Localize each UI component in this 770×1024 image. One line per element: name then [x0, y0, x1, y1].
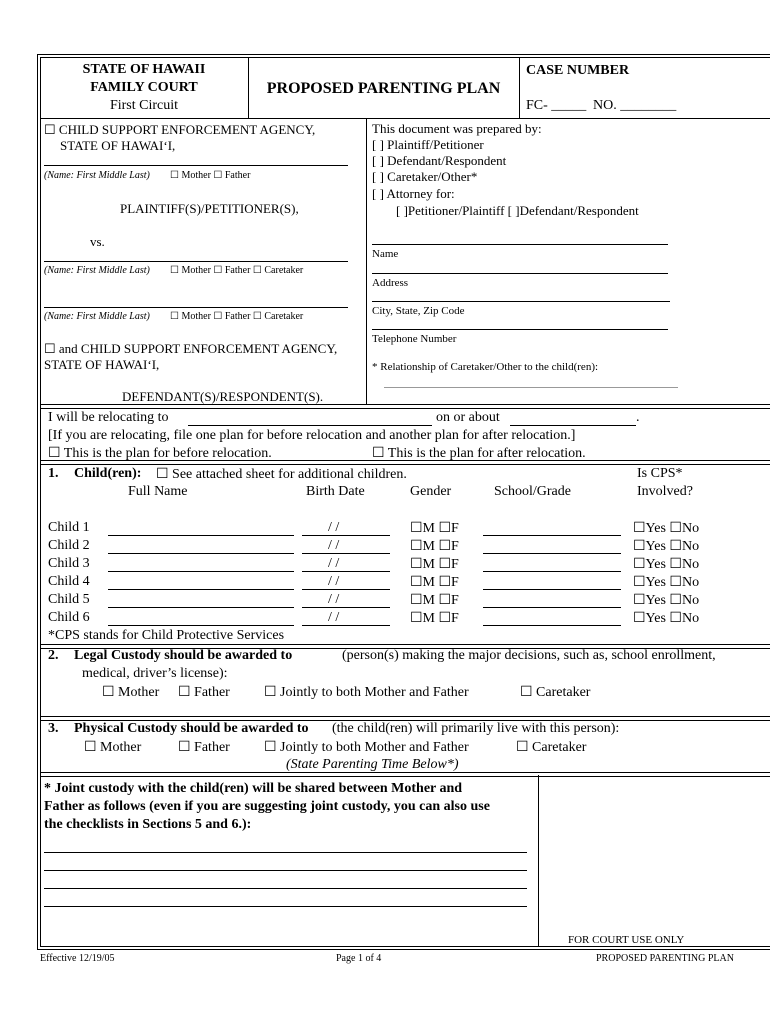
joint-answer-line-1[interactable] [44, 852, 527, 853]
relocation-top-rule [40, 404, 770, 409]
joint-answer-line-2[interactable] [44, 870, 527, 871]
court-line-1: STATE OF HAWAII [82, 62, 206, 77]
cps-footnote: *CPS stands for Child Protective Services [48, 628, 285, 643]
col-school-grade: School/Grade [494, 484, 571, 499]
footer-page-number: Page 1 of 4 [336, 953, 382, 964]
after-relocation-option[interactable]: ☐ This is the plan for after relocation. [372, 446, 586, 461]
case-number-label: CASE NUMBER [526, 63, 630, 78]
section-2-title: Legal Custody should be awarded to [74, 648, 293, 663]
plaintiff-name-line[interactable] [44, 165, 348, 166]
section-1-number: 1. [48, 466, 59, 481]
joint-custody-line-1: * Joint custody with the child(ren) will be shared between Mother and [44, 781, 463, 796]
child-birth-slashes: / / [328, 574, 340, 589]
case-number-no[interactable]: NO. ________ [593, 98, 677, 113]
preparer-phone-line[interactable] [372, 329, 668, 330]
court-use-divider [538, 775, 539, 947]
child-birth-date-field[interactable] [302, 589, 390, 590]
section-3-description: (the child(ren) will primarily live with this person): [332, 721, 620, 736]
parties-divider [366, 118, 367, 405]
child-gender-options[interactable]: ☐M ☐F [410, 593, 459, 608]
section-3-title: Physical Custody should be awarded to [74, 721, 309, 736]
child-birth-slashes: / / [328, 556, 340, 571]
child-birth-slashes: / / [328, 538, 340, 553]
child-cps-options[interactable]: ☐Yes ☐No [633, 593, 700, 608]
child-cps-options[interactable]: ☐Yes ☐No [633, 575, 700, 590]
preparer-name-line[interactable] [372, 244, 668, 245]
child-label: Child 3 [48, 556, 90, 571]
court-line-3: First Circuit [109, 98, 179, 113]
section-2-description: (person(s) making the major decisions, such as, school enrollment, [342, 648, 716, 663]
relocation-date-line[interactable] [510, 425, 636, 426]
defendant-label: DEFENDANT(S)/RESPONDENT(S). [122, 389, 324, 404]
footer-effective-date: Effective 12/19/05 [40, 953, 115, 964]
joint-section-top-rule [40, 772, 770, 777]
child-school-grade-field[interactable] [483, 589, 621, 590]
legal-custody-mother[interactable]: ☐ Mother [102, 685, 160, 700]
preparer-phone-label: Telephone Number [372, 333, 457, 345]
child-gender-options[interactable]: ☐M ☐F [410, 575, 459, 590]
name-hint-2: (Name: First Middle Last) [44, 265, 150, 276]
col-full-name: Full Name [128, 484, 188, 499]
child-birth-date-field[interactable] [302, 553, 390, 554]
joint-custody-line-2: Father as follows (even if you are suggesting joint custody, you can also use [44, 799, 490, 814]
child-birth-slashes: / / [328, 592, 340, 607]
document-title: PROPOSED PARENTING PLAN [266, 80, 501, 97]
before-relocation-option[interactable]: ☐ This is the plan for before relocation. [48, 446, 272, 461]
section-2-number: 2. [48, 648, 59, 663]
preparer-address-line[interactable] [372, 273, 668, 274]
joint-custody-line-3: the checklists in Sections 5 and 6.): [44, 817, 252, 832]
legal-custody-joint[interactable]: ☐ Jointly to both Mother and Father [264, 685, 469, 700]
preparer-city-line[interactable] [372, 301, 670, 302]
child-gender-options[interactable]: ☐M ☐F [410, 521, 459, 536]
name-hint-1: (Name: First Middle Last) [44, 170, 150, 181]
parenting-time-note: (State Parenting Time Below*) [286, 757, 459, 772]
prepared-by-caretaker[interactable]: [ ] Caretaker/Other* [372, 169, 478, 184]
child-name-field[interactable] [108, 535, 294, 536]
plaintiff-role-options[interactable]: ☐ Mother ☐ Father [170, 170, 251, 181]
versus-text: vs. [90, 234, 105, 249]
defendant-agency-state: STATE OF HAWAI‘I, [44, 357, 160, 372]
child-birth-date-field[interactable] [302, 535, 390, 536]
child-name-field[interactable] [108, 553, 294, 554]
additional-children-checkbox[interactable]: ☐ See attached sheet for additional children. [156, 467, 407, 482]
relocation-text-3: . [636, 410, 640, 425]
child-name-field[interactable] [108, 589, 294, 590]
child-label: Child 4 [48, 574, 90, 589]
footer-form-name: PROPOSED PARENTING PLAN [596, 953, 734, 964]
physical-custody-caretaker[interactable]: ☐ Caretaker [516, 740, 587, 755]
header-divider-right [519, 57, 520, 118]
legal-custody-caretaker[interactable]: ☐ Caretaker [520, 685, 591, 700]
preparer-address-label: Address [372, 277, 409, 289]
section-2-description-2: medical, driver’s license): [82, 666, 228, 681]
relocation-instruction: [If you are relocating, file one plan for before relocation and another plan for after relocation.] [48, 428, 576, 443]
case-number-fc[interactable]: FC- _____ [526, 98, 587, 113]
defendant-role-options-1[interactable]: ☐ Mother ☐ Father ☐ Caretaker [170, 265, 304, 276]
child-cps-options[interactable]: ☐Yes ☐No [633, 557, 700, 572]
plaintiff-label: PLAINTIFF(S)/PETITIONER(S), [120, 201, 299, 216]
name-hint-3: (Name: First Middle Last) [44, 311, 150, 322]
joint-answer-line-4[interactable] [44, 906, 527, 907]
child-birth-date-field[interactable] [302, 571, 390, 572]
child-school-grade-field[interactable] [483, 607, 621, 608]
prepared-by-plaintiff[interactable]: [ ] Plaintiff/Petitioner [372, 137, 484, 152]
defendant-name-line-2[interactable] [44, 307, 348, 308]
joint-answer-line-3[interactable] [44, 888, 527, 889]
court-use-label: FOR COURT USE ONLY [568, 934, 685, 946]
col-gender: Gender [410, 484, 452, 499]
child-label: Child 5 [48, 592, 90, 607]
plaintiff-agency-state: STATE OF HAWAI‘I, [60, 138, 176, 153]
header-bottom-rule [40, 118, 770, 119]
child-cps-options[interactable]: ☐Yes ☐No [633, 521, 700, 536]
child-cps-options[interactable]: ☐Yes ☐No [633, 611, 700, 626]
physical-custody-mother[interactable]: ☐ Mother [84, 740, 142, 755]
child-name-field[interactable] [108, 571, 294, 572]
relationship-line[interactable] [384, 387, 678, 388]
relocation-text-1: I will be relocating to [48, 410, 169, 425]
child-birth-slashes: / / [328, 610, 340, 625]
child-gender-options[interactable]: ☐M ☐F [410, 539, 459, 554]
defendant-role-options-2[interactable]: ☐ Mother ☐ Father ☐ Caretaker [170, 311, 304, 322]
child-gender-options[interactable]: ☐M ☐F [410, 557, 459, 572]
prepared-by-attorney[interactable]: [ ] Attorney for: [372, 186, 455, 201]
child-school-grade-field[interactable] [483, 625, 621, 626]
child-name-field[interactable] [108, 625, 294, 626]
court-line-2: FAMILY COURT [90, 80, 198, 95]
child-birth-date-field[interactable] [302, 625, 390, 626]
child-label: Child 2 [48, 538, 90, 553]
section-3-number: 3. [48, 721, 59, 736]
child-label: Child 6 [48, 610, 90, 625]
prepared-by-heading: This document was prepared by: [372, 121, 542, 136]
relationship-label: * Relationship of Caretaker/Other to the child(ren): [372, 361, 599, 373]
preparer-city-label: City, State, Zip Code [372, 305, 465, 317]
col-cps-involved: Involved? [637, 484, 693, 499]
relocation-destination-line[interactable] [188, 425, 432, 426]
defendant-name-line-1[interactable] [44, 261, 348, 262]
child-label: Child 1 [48, 520, 90, 535]
child-gender-options[interactable]: ☐M ☐F [410, 611, 459, 626]
defendant-agency-checkbox[interactable]: ☐ and CHILD SUPPORT ENFORCEMENT AGENCY, [44, 341, 338, 356]
child-school-grade-field[interactable] [483, 571, 621, 572]
child-cps-options[interactable]: ☐Yes ☐No [633, 539, 700, 554]
physical-custody-father[interactable]: ☐ Father [178, 740, 230, 755]
child-birth-date-field[interactable] [302, 607, 390, 608]
section-1-top-rule [40, 460, 770, 465]
child-name-field[interactable] [108, 607, 294, 608]
child-school-grade-field[interactable] [483, 535, 621, 536]
section-1-title: Child(ren): [74, 466, 142, 481]
prepared-by-defendant[interactable]: [ ] Defendant/Respondent [372, 153, 507, 168]
child-school-grade-field[interactable] [483, 553, 621, 554]
preparer-name-label: Name [372, 248, 399, 260]
is-cps-header: Is CPS* [637, 466, 683, 481]
plaintiff-agency-checkbox[interactable]: ☐ CHILD SUPPORT ENFORCEMENT AGENCY, [44, 122, 316, 137]
attorney-for-options[interactable]: [ ]Petitioner/Plaintiff [ ]Defendant/Respondent [396, 203, 639, 218]
col-birth-date: Birth Date [306, 484, 365, 499]
relocation-text-2: on or about [436, 410, 500, 425]
legal-custody-father[interactable]: ☐ Father [178, 685, 230, 700]
child-birth-slashes: / / [328, 520, 340, 535]
physical-custody-joint[interactable]: ☐ Jointly to both Mother and Father [264, 740, 469, 755]
